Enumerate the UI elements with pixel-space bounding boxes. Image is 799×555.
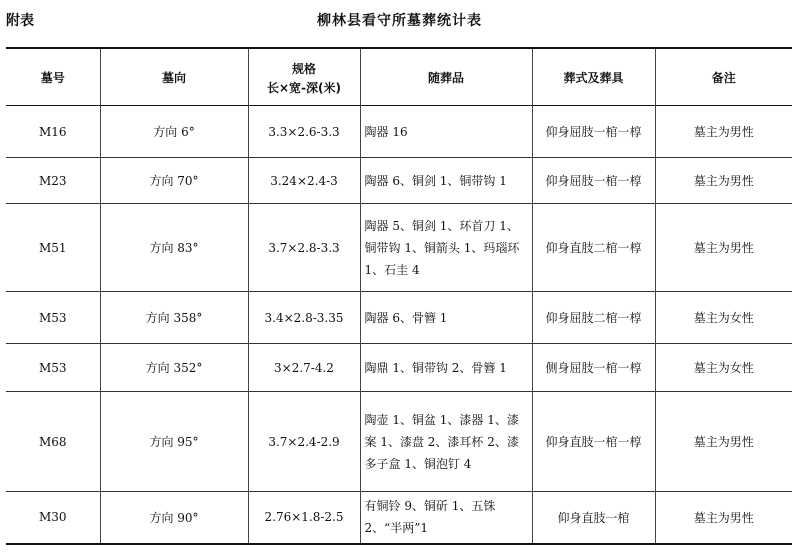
cell-orientation: 方向 358° — [100, 292, 248, 344]
table-header-row — [6, 48, 792, 106]
cell-remarks: 墓主为男性 — [655, 106, 792, 158]
cell-tomb-no: M16 — [6, 106, 100, 158]
table-row — [6, 158, 792, 204]
header-tomb-no: 墓号 — [6, 48, 100, 106]
cell-burial-style: 仰身屈肢一棺一椁 — [532, 158, 655, 204]
cell-tomb-no: M68 — [6, 392, 100, 492]
cell-spec: 3.7×2.8-3.3 — [248, 204, 360, 292]
cell-orientation: 方向 83° — [100, 204, 248, 292]
cell-spec: 3.24×2.4-3 — [248, 158, 360, 204]
cell-burial-style: 仰身直肢一棺一椁 — [532, 392, 655, 492]
cell-tomb-no: M53 — [6, 292, 100, 344]
header-spec-line2: 长×宽-深(米) — [266, 81, 341, 95]
header-remarks: 备注 — [655, 48, 792, 106]
cell-burial-style: 仰身直肢一棺 — [532, 492, 655, 544]
cell-burial-style: 侧身屈肢一棺一椁 — [532, 344, 655, 392]
cell-orientation: 方向 90° — [100, 492, 248, 544]
cell-spec: 3×2.7-4.2 — [248, 344, 360, 392]
cell-tomb-no: M30 — [6, 492, 100, 544]
cell-tomb-no: M53 — [6, 344, 100, 392]
cell-grave-goods: 陶器 5、铜剑 1、环首刀 1、铜带钩 1、铜箭头 1、玛瑙环 1、石圭 4 — [360, 204, 532, 292]
cell-remarks: 墓主为女性 — [655, 292, 792, 344]
cell-grave-goods: 陶器 6、铜剑 1、铜带钩 1 — [360, 158, 532, 204]
header-grave-goods: 随葬品 — [360, 48, 532, 106]
cell-spec: 2.76×1.8-2.5 — [248, 492, 360, 544]
cell-grave-goods: 陶器 16 — [360, 106, 532, 158]
cell-orientation: 方向 352° — [100, 344, 248, 392]
header-orientation: 墓向 — [100, 48, 248, 106]
table-row — [6, 106, 792, 158]
cell-tomb-no: M51 — [6, 204, 100, 292]
tomb-statistics-table — [6, 47, 792, 545]
cell-grave-goods: 陶壶 1、铜盆 1、漆器 1、漆案 1、漆盘 2、漆耳杯 2、漆多子盒 1、铜泡钉 4 — [360, 392, 532, 492]
table-row — [6, 392, 792, 492]
cell-remarks: 墓主为女性 — [655, 344, 792, 392]
cell-spec: 3.7×2.4-2.9 — [248, 392, 360, 492]
table-row — [6, 344, 792, 392]
cell-remarks: 墓主为男性 — [655, 392, 792, 492]
cell-orientation: 方向 6° — [100, 106, 248, 158]
cell-burial-style: 仰身屈肢一棺一椁 — [532, 106, 655, 158]
cell-tomb-no: M23 — [6, 158, 100, 204]
cell-grave-goods: 陶鼎 1、铜带钩 2、骨簪 1 — [360, 344, 532, 392]
appendix-label: 附表 — [6, 13, 34, 29]
cell-grave-goods: 陶器 6、骨簪 1 — [360, 292, 532, 344]
table-row — [6, 292, 792, 344]
cell-remarks: 墓主为男性 — [655, 204, 792, 292]
table-row — [6, 492, 792, 544]
cell-orientation: 方向 70° — [100, 158, 248, 204]
cell-remarks: 墓主为男性 — [655, 492, 792, 544]
cell-remarks: 墓主为男性 — [655, 158, 792, 204]
cell-spec: 3.3×2.6-3.3 — [248, 106, 360, 158]
cell-burial-style: 仰身屈肢二棺一椁 — [532, 292, 655, 344]
cell-spec: 3.4×2.8-3.35 — [248, 292, 360, 344]
document-title: 柳林县看守所墓葬统计表 — [317, 13, 482, 29]
header-burial-style: 葬式及葬具 — [532, 48, 655, 106]
table-row — [6, 204, 792, 292]
header-specification — [248, 48, 360, 106]
cell-grave-goods: 有铜铃 9、铜斫 1、五铢 2、“半两”1 — [360, 492, 532, 544]
header-spec-line1: 规格 — [291, 62, 316, 76]
cell-orientation: 方向 95° — [100, 392, 248, 492]
cell-burial-style: 仰身直肢二棺一椁 — [532, 204, 655, 292]
